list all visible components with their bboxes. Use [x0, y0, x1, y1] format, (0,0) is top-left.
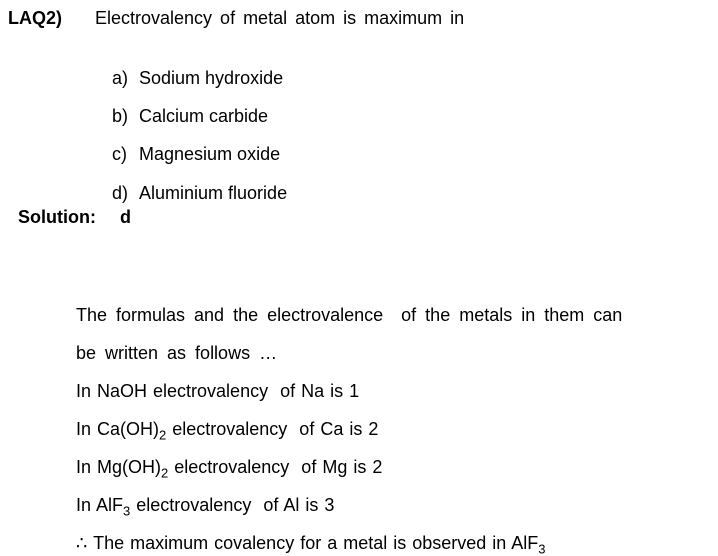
explanation-intro-line-2: be written as follows … — [76, 343, 278, 363]
option-b-letter: b) — [112, 106, 129, 126]
line-alf3-text-after: electrovalency of Al is 3 — [130, 495, 335, 515]
line-mgoh2-text: In Mg(OH) — [76, 457, 162, 477]
option-c-letter: c) — [112, 144, 128, 164]
line-caoh2-subscript: 2 — [159, 427, 167, 443]
line-alf3-subscript: 3 — [123, 503, 131, 519]
explanation-conclusion-line — [76, 532, 546, 554]
line-mgoh2-text-after: electrovalency of Mg is 2 — [168, 457, 383, 477]
option-c-text: Magnesium oxide — [139, 144, 281, 164]
conclusion-text: ∴ The maximum covalency for a metal is observed in AlF — [76, 533, 539, 553]
line-mgoh2-subscript: 2 — [161, 465, 169, 481]
question-number-label: LAQ2) — [8, 8, 62, 28]
explanation-intro-line-1: The formulas and the electrovalence of the metals in them can — [76, 305, 623, 325]
line-caoh2-text-after: electrovalency of Ca is 2 — [166, 419, 379, 439]
explanation-line-mgoh2 — [76, 456, 383, 481]
solution-label: Solution: — [18, 207, 96, 227]
explanation-line-naoh — [76, 380, 359, 402]
option-b-text: Calcium carbide — [139, 106, 269, 126]
solution-answer: d — [120, 207, 131, 227]
line-caoh2-text: In Ca(OH) — [76, 419, 160, 439]
option-a-text: Sodium hydroxide — [139, 68, 284, 88]
line-alf3-text: In AlF — [76, 495, 124, 515]
option-d-letter: d) — [112, 183, 129, 203]
option-d-text: Aluminium fluoride — [139, 183, 288, 203]
option-a-letter: a) — [112, 68, 129, 88]
explanation-line-caoh2 — [76, 418, 379, 443]
explanation-line-alf3 — [76, 494, 335, 519]
question-text: Electrovalency of metal atom is maximum in — [95, 8, 465, 28]
conclusion-subscript: 3 — [538, 541, 546, 556]
line-naoh-text: In NaOH electrovalency of Na is 1 — [76, 381, 360, 401]
